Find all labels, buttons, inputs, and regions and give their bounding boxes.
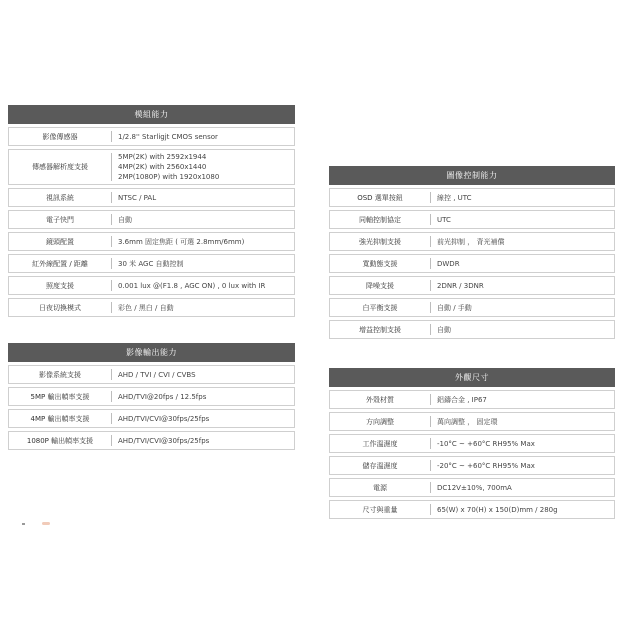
- spec-row: [329, 254, 615, 273]
- spec-value: AHD/TVI/CVI@30fps/25fps: [118, 436, 210, 445]
- spec-value: 自動: [118, 215, 132, 224]
- spec-row: [329, 232, 615, 251]
- spec-row: [8, 298, 295, 317]
- spec-label: 鏡頭配置: [9, 236, 112, 247]
- spec-row: [8, 365, 295, 384]
- spec-row: [8, 232, 295, 251]
- spec-label: 同軸控制協定: [330, 214, 431, 225]
- decorative-mark: [22, 523, 25, 525]
- module-capability-section: [8, 105, 295, 317]
- spec-value: AHD/TVI/CVI@30fps/25fps: [118, 414, 210, 423]
- spec-row: [8, 210, 295, 229]
- spec-value: 0.001 lux @(F1.8 , AGC ON) , 0 lux with IR: [118, 281, 266, 290]
- section-title: 外觀尺寸: [329, 368, 615, 387]
- spec-label: 白平衡支援: [330, 302, 431, 313]
- spec-value: UTC: [437, 215, 451, 224]
- spec-row: [8, 149, 295, 185]
- spec-row: [8, 409, 295, 428]
- spec-value: 萬向調整 ， 固定環: [437, 417, 498, 426]
- spec-value: 鋁鑄合金 , IP67: [437, 395, 487, 404]
- spec-label: 視訊系統: [9, 192, 112, 203]
- spec-label: 方向調整: [330, 416, 431, 427]
- spec-value: 1/2.8'' Starligjt CMOS sensor: [118, 132, 218, 141]
- spec-label: 紅外線配置 / 距離: [9, 258, 112, 269]
- spec-value: 線控 , UTC: [437, 193, 472, 202]
- spec-value: 自動 / 手動: [437, 303, 472, 312]
- spec-row: [8, 387, 295, 406]
- spec-value: DC12V±10%, 700mA: [437, 483, 512, 492]
- spec-row: [329, 210, 615, 229]
- spec-value: 前光抑制 ， 背光補償: [437, 237, 505, 246]
- decorative-mark: [42, 522, 50, 525]
- spec-value: -10°C ~ +60°C RH95% Max: [437, 439, 535, 448]
- spec-label: 寬動態支援: [330, 258, 431, 269]
- output-capability-section: [8, 343, 295, 450]
- spec-row: [329, 456, 615, 475]
- spec-label: 影像傳感器: [9, 131, 112, 142]
- spec-row: [329, 412, 615, 431]
- spec-label: 增益控制支援: [330, 324, 431, 335]
- spec-label: 影像系統支援: [9, 369, 112, 380]
- spec-value: DWDR: [437, 259, 460, 268]
- spec-row: [329, 298, 615, 317]
- spec-value: 彩色 / 黑白 / 自動: [118, 303, 174, 312]
- spec-value: AHD/TVI@20fps / 12.5fps: [118, 392, 207, 401]
- spec-row: [329, 500, 615, 519]
- appearance-section: [329, 368, 615, 519]
- image-control-section: [329, 166, 615, 339]
- spec-row: [329, 434, 615, 453]
- spec-label: OSD 選單按鈕: [330, 192, 431, 203]
- spec-label: 儲存溫濕度: [330, 460, 431, 471]
- spec-value: 65(W) x 70(H) x 150(D)mm / 280g: [437, 505, 558, 514]
- spec-value: AHD / TVI / CVI / CVBS: [118, 370, 196, 379]
- spec-value: 3.6mm 固定焦距 ( 可選 2.8mm/6mm): [118, 237, 245, 246]
- spec-row: [8, 276, 295, 295]
- spec-label: 工作溫濕度: [330, 438, 431, 449]
- spec-label: 電源: [330, 482, 431, 493]
- spec-row: [8, 431, 295, 450]
- spec-label: 1080P 輸出幀率支援: [9, 435, 112, 446]
- spec-label: 強光抑制支援: [330, 236, 431, 247]
- spec-value: 自動: [437, 325, 451, 334]
- section-title: 模組能力: [8, 105, 295, 124]
- spec-row: [329, 390, 615, 409]
- spec-value: 2DNR / 3DNR: [437, 281, 484, 290]
- spec-label: 傳感器解析度支援: [9, 153, 112, 181]
- spec-label: 4MP 輸出幀率支援: [9, 413, 112, 424]
- spec-value: 5MP(2K) with 2592x1944 4MP(2K) with 2560x1440 2MP(1080P) with 1920x1080: [118, 153, 220, 181]
- spec-row: [8, 127, 295, 146]
- spec-row: [329, 320, 615, 339]
- spec-row: [329, 188, 615, 207]
- spec-value: 30 米 AGC 自動控制: [118, 259, 184, 268]
- spec-label: 電子快門: [9, 214, 112, 225]
- spec-value: -20°C ~ +60°C RH95% Max: [437, 461, 535, 470]
- spec-label: 降噪支援: [330, 280, 431, 291]
- spec-row: [8, 254, 295, 273]
- spec-label: 日夜切換模式: [9, 302, 112, 313]
- section-title: 影像輸出能力: [8, 343, 295, 362]
- spec-label: 尺寸與重量: [330, 504, 431, 515]
- spec-label: 外殼材質: [330, 394, 431, 405]
- spec-row: [329, 478, 615, 497]
- spec-row: [329, 276, 615, 295]
- section-title: 圖像控制能力: [329, 166, 615, 185]
- spec-label: 照度支援: [9, 280, 112, 291]
- spec-label: 5MP 輸出幀率支援: [9, 391, 112, 402]
- spec-value: NTSC / PAL: [118, 193, 157, 202]
- spec-row: [8, 188, 295, 207]
